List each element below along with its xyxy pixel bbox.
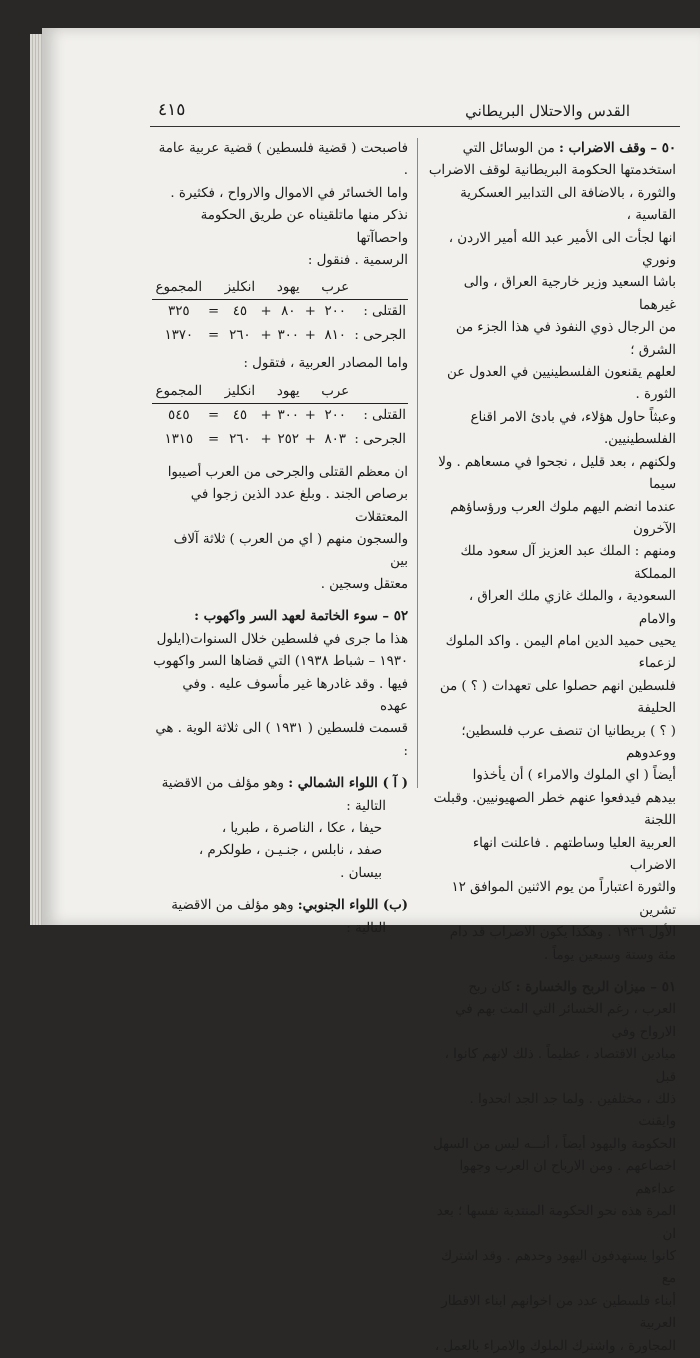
table-cell: = [207, 304, 220, 320]
table-cell: + [260, 328, 272, 344]
text-line: نذكر منها ماتلقيناه عن طريق الحكومة واحصاآتها [200, 208, 408, 246]
district-list-line: صفد ، نابلس ، جنـيـن ، طولكرم ، [198, 843, 382, 859]
text-line: وهو مؤلف من الاقضية [171, 898, 294, 914]
section-51-first-line [428, 977, 676, 999]
text-line: باشا السعيد وزير خارجية العراق ، والى غيرهما [463, 275, 676, 313]
text-line: الرسمية . فنقول : [307, 253, 408, 269]
table-cell: ٨٠ [281, 304, 296, 320]
casualties-table-arab-sources [152, 381, 408, 452]
table-cell: + [304, 328, 316, 344]
table-row [152, 300, 408, 325]
page-header [150, 100, 670, 126]
table-cell: ٤٥ [232, 407, 247, 423]
text-line: واما الخسائر في الاموال والارواح ، فكثيرة . [170, 185, 408, 201]
text-line: برصاص الجند . وبلغ عدد الذين زجوا في المعتقلات [190, 487, 408, 525]
section-52-heading: ٥٢ – سوء الخاتمة لعهد السر واكهوب : [194, 609, 408, 625]
table-cell: ٤٥ [232, 304, 247, 320]
table-header-row [152, 277, 408, 300]
text-line: والسجون منهم ( اي من العرب ) ثلاثة آلاف بين [173, 532, 408, 570]
table-row [152, 324, 408, 348]
table-cell: + [304, 431, 316, 447]
text-line: المجاورة ، واشترك الملوك والامراء بالعمل ، [434, 1338, 676, 1354]
header-rule [150, 126, 680, 127]
text-line: من الوسائل التي [462, 141, 555, 156]
district-b-line [152, 895, 408, 917]
table-cell: ١٣١٥ [164, 431, 194, 447]
col-header-arabs: عرب [318, 277, 352, 300]
left-column [152, 138, 408, 936]
district-b-heading: (ب) اللواء الجنوبي: [297, 898, 408, 914]
text-line: السعودية ، والملك غازي ملك العراق ، والامام [468, 589, 676, 627]
text-line: التالية : [346, 920, 386, 936]
text-line: من الرجال ذوي النفوذ في هذا الجزء من الشرق ؛ [455, 320, 676, 358]
table-cell: ٥٤٥ [168, 407, 190, 423]
table-cell: + [304, 407, 316, 423]
table-cell: = [207, 328, 220, 344]
text-line: انها لجأت الى الأمير عبد الله أمير الاردن ، ونوري [448, 230, 676, 269]
text-line: واما المصادر العربية ، فتقول : [243, 356, 408, 372]
table-cell: ٣٠٠ [277, 407, 299, 423]
text-line: ( ؟ ) بريطانيا ان تنصف عرب فلسطين؛ ووعدوهم [461, 723, 676, 761]
text-line: ١٩٣٠ – شباط ١٩٣٨) التي قضاها السر واكهوب [153, 654, 408, 670]
table-cell: ٣٠٠ [277, 328, 299, 344]
col-header-total: المجموع [152, 381, 206, 404]
text-line: فاصبحت ( قضية فلسطين ) قضية عربية عامة . [158, 141, 408, 179]
row-label: القتلى : [363, 407, 406, 423]
right-column [428, 138, 676, 1354]
table-cell: ١٣٧٠ [164, 328, 194, 344]
table-cell: ٢٥٢ [277, 431, 299, 447]
text-line: ان معظم القتلى والجرحى من العرب أصيبوا [167, 464, 408, 480]
text-line: والثورة ، بالاضافة الى التدابير العسكرية القاسية ، [460, 185, 676, 224]
text-line: ومنهم : الملك عبد العزيز آل سعود ملك المملكة [460, 544, 676, 582]
table-cell: + [260, 304, 272, 320]
text-line: الحكومة واليهود أيضاً ، أنـــه ليس من السهل [432, 1136, 676, 1152]
text-line: ولكنهم ، بعد قليل ، نجحوا في مسعاهم . ولا سيما [438, 454, 676, 493]
text-line: أيضاً ( اي الملوك والامراء ) أن يأخذوا [472, 768, 676, 784]
text-line: المرة هذه نحو الحكومة المنتدبة نفسها ؛ بعد ان [436, 1204, 676, 1242]
table-cell: ٣٢٥ [168, 304, 190, 320]
text-line: بيدهم فيدفعوا عنهم خطر الصهيونيين. وقبلت اللجنة [433, 790, 676, 829]
table-cell: + [304, 304, 316, 320]
table-cell: ٨٠٣ [324, 431, 346, 447]
table-cell: = [207, 407, 220, 423]
text-line: اخضاعهم . ومن الارباح ان العرب وجهوا عداءهم [459, 1159, 676, 1197]
row-label: الجرحى : [354, 328, 406, 344]
text-line: كان ربح [468, 980, 512, 996]
text-line: فلسطين انهم حصلوا على تعهدات ( ؟ ) من الحليفة [439, 678, 676, 717]
col-header-arabs: عرب [318, 381, 352, 404]
text-line: عندما انضم اليهم ملوك العرب ورؤساؤهم الآخرون [450, 499, 676, 537]
text-line: العربية العليا وساطتهم . فاعلنت انهاء الاضراب [472, 835, 676, 873]
col-header-total: المجموع [152, 277, 206, 300]
column-divider [417, 138, 418, 788]
text-line: لعلهم يقنعون الفلسطينيين في العدول عن الثورة . [446, 365, 676, 403]
casualties-table-official [152, 277, 408, 348]
section-50-heading: ٥٠ – وقف الاضراب : [558, 141, 676, 156]
table-cell: ٢٠٠ [324, 304, 346, 320]
table-cell: ٢٦٠ [229, 328, 251, 344]
text-line: وهو مؤلف من الاقضية [161, 776, 284, 792]
text-line: التالية : [346, 798, 386, 814]
table-cell: ٢٠٠ [324, 407, 346, 423]
page-number: ٤١٥ [158, 100, 186, 120]
table-cell: + [260, 431, 272, 447]
text-line: معتقل وسجين . [320, 576, 408, 592]
col-header-jews: يهود [274, 381, 302, 404]
text-line: كانوا يستهدفون اليهود وحدهم . وقد اشترك مع [441, 1248, 676, 1287]
col-header-jews: يهود [274, 277, 302, 300]
text-line: استخدمتها الحكومة البريطانية لوقف الاضراب [428, 163, 676, 179]
table-cell: ٨١٠ [324, 328, 346, 344]
district-a-heading: ( آ ) اللواء الشمالي : [288, 776, 408, 792]
row-label: القتلى : [363, 304, 406, 320]
district-list-line: حيفا ، عكا ، الناصرة ، طبريا ، [221, 820, 382, 836]
table-cell: ٢٦٠ [229, 431, 251, 447]
section-50-first-line [428, 138, 676, 160]
running-title: القدس والاحتلال البريطاني [465, 102, 630, 120]
table-row [152, 403, 408, 428]
district-list-line: بيسان . [340, 865, 382, 881]
col-header-english: انكليز [222, 277, 259, 300]
text-line: يحيى حميد الدين امام اليمن . واكد الملوك لزعماء [445, 633, 676, 672]
table-cell: + [260, 407, 272, 423]
text-line: قسمت فلسطين ( ١٩٣١ ) الى ثلاثة الوية . هي : [155, 721, 408, 759]
district-a-line [152, 773, 408, 795]
text-line: العرب ، رغم الخسائر التي المت بهم في الارواح وفي [455, 1002, 676, 1040]
text-line: أبناء فلسطين عدد من اخوانهم ابناء الاقطار العربية [441, 1293, 676, 1332]
text-line: مئة وستة وسبعين يوماً . [544, 947, 676, 963]
text-line: والثورة اعتباراً من يوم الاثنين الموافق ١٢ تشرين [451, 880, 676, 918]
text-line: ميادين الاقتصاد ، عظيماً . ذلك لانهم كانوا ، قبل [444, 1047, 676, 1085]
text-line: ذلك ، مختلفين . ولما جد الجد اتحدوا . وايقنت [469, 1092, 676, 1130]
col-header-english: انكليز [222, 381, 259, 404]
table-header-row [152, 381, 408, 404]
text-line: وعبثاً حاول هؤلاء، في بادئ الامر اقناع الفلسطينيين. [470, 409, 676, 448]
table-row [152, 428, 408, 452]
section-51-heading: ٥١ – ميزان الربح والخسارة : [515, 980, 676, 996]
text-line: فيها . وقد غادرها غير مأسوف عليه . وفي عهده [182, 676, 408, 714]
text-line: هذا ما جرى في فلسطين خلال السنوات(ايلول [156, 631, 408, 647]
row-label: الجرحى : [354, 431, 406, 447]
table-cell: = [207, 431, 220, 447]
text-line: الأول ١٩٣٦ . وهكذا يكون الاضراب قد دام [449, 925, 676, 941]
